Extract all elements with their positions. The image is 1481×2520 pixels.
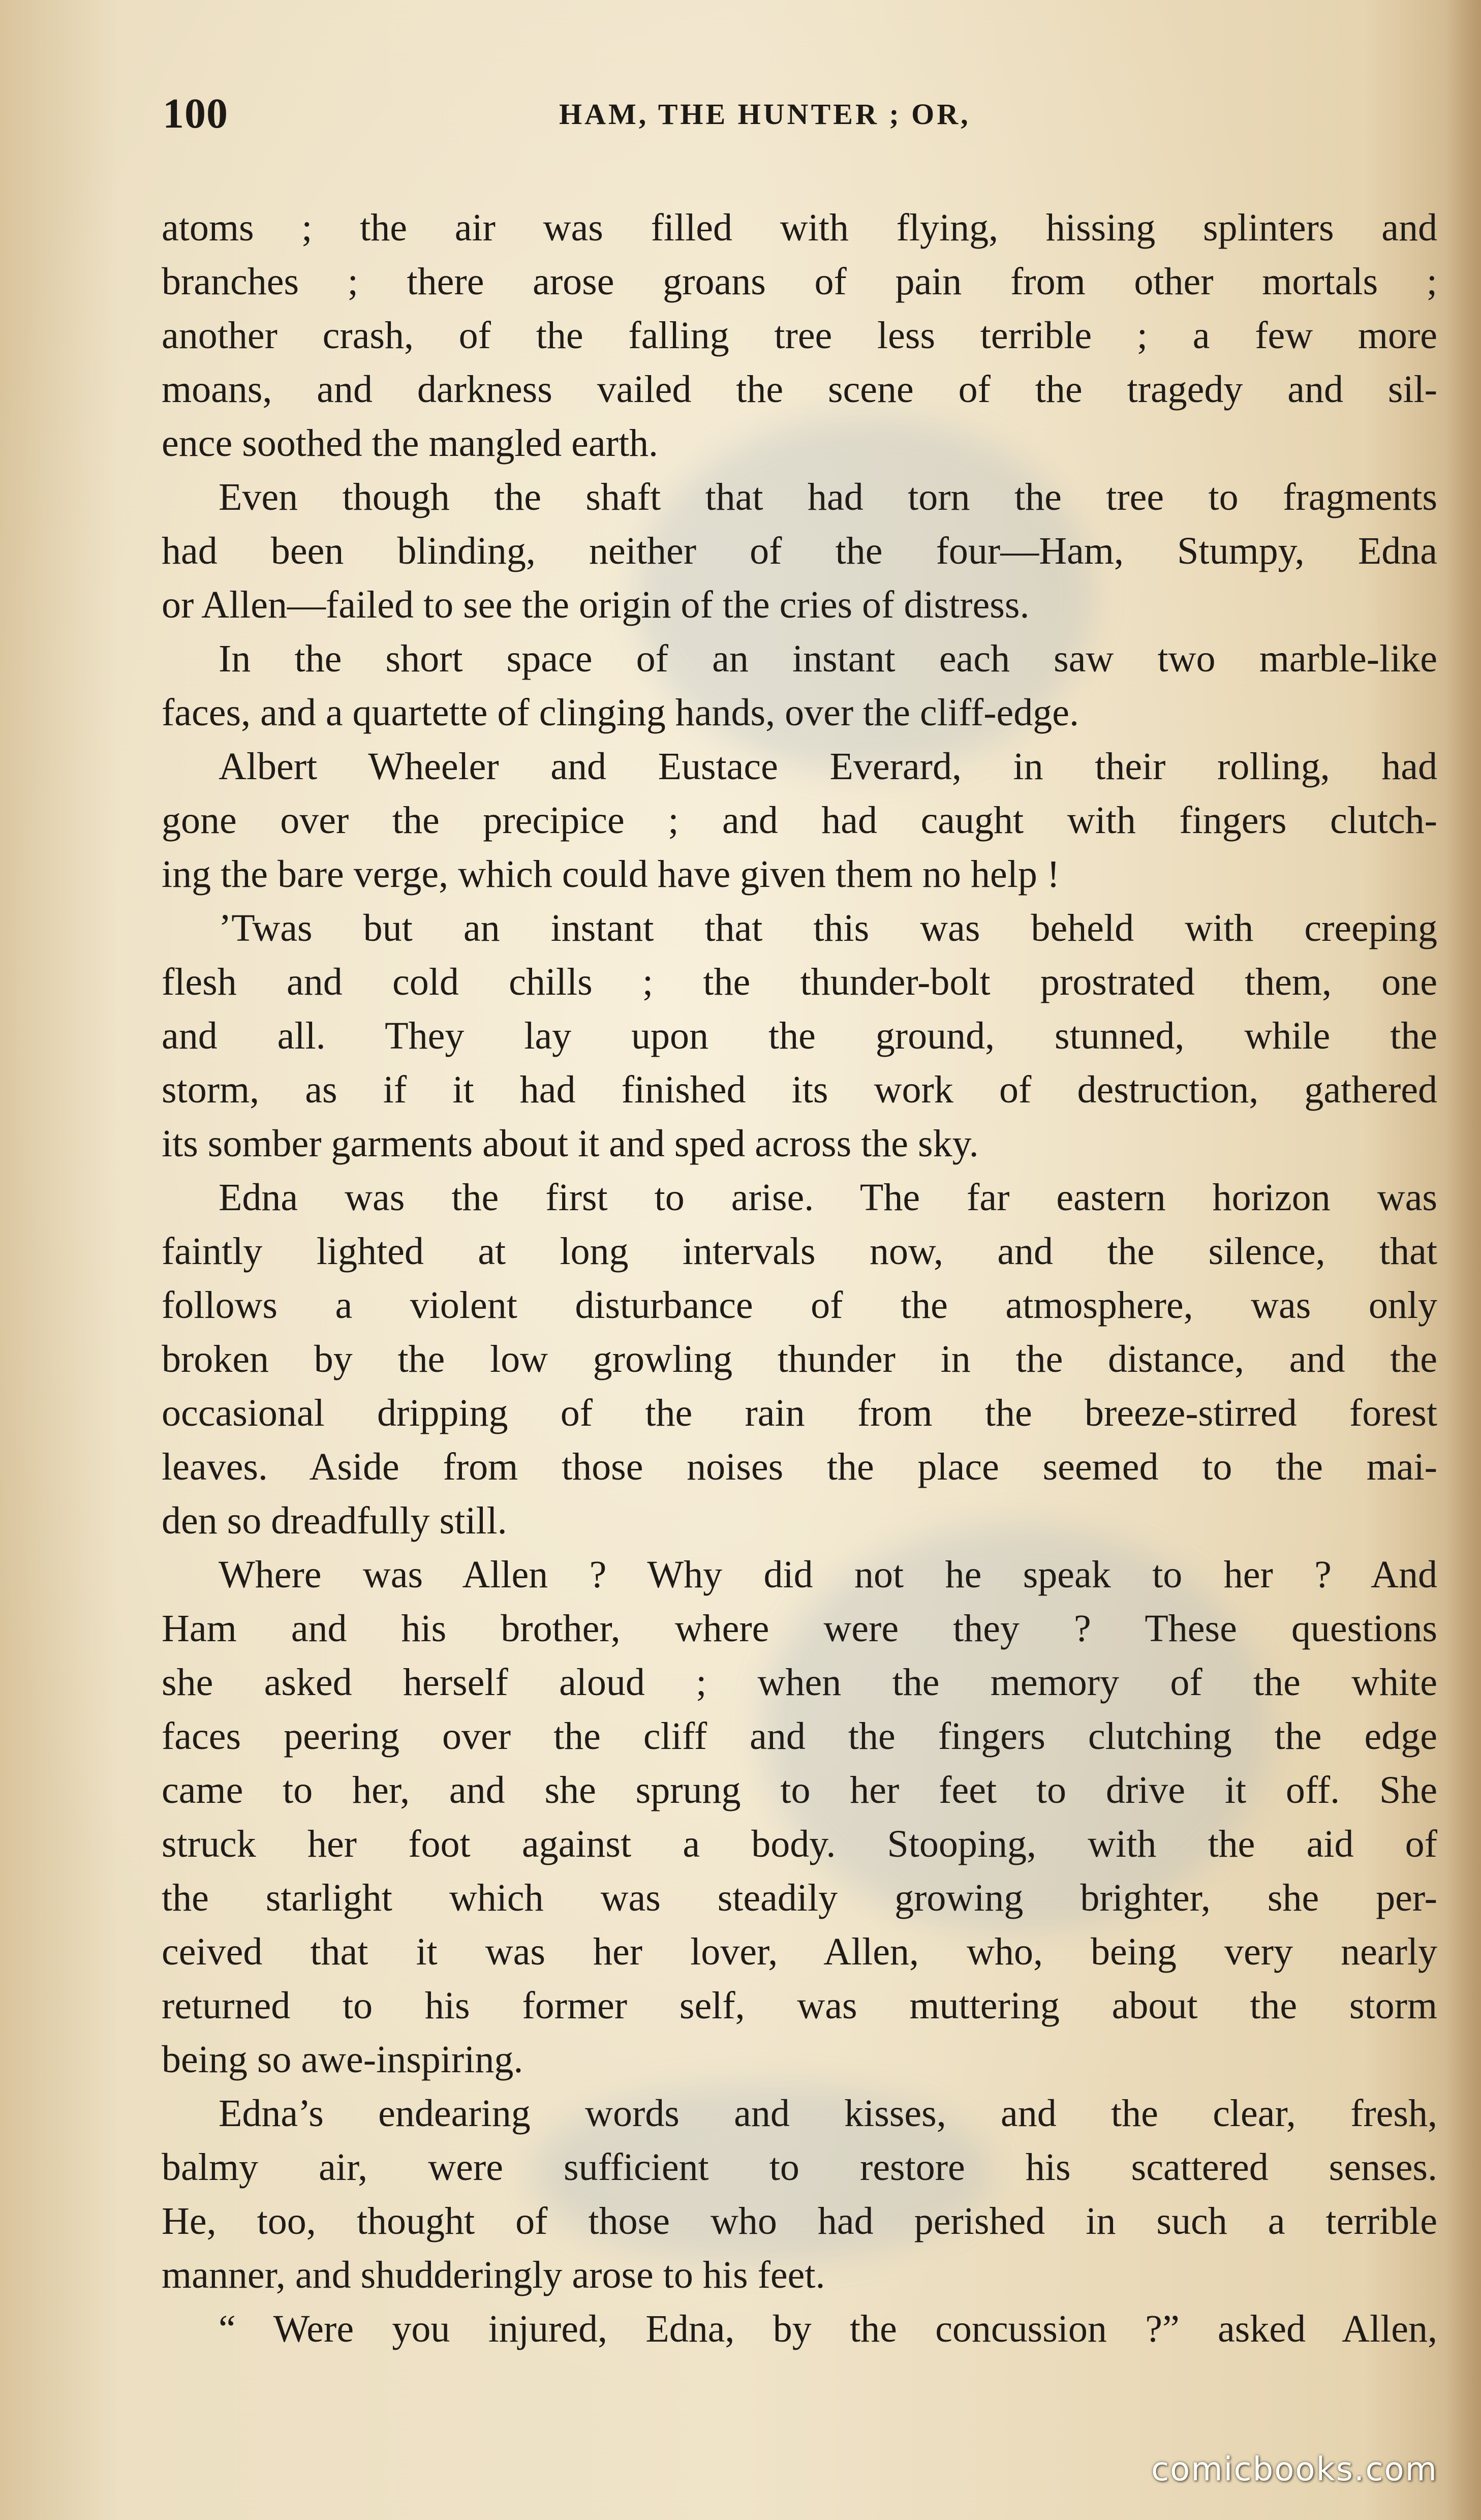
text-line: storm, as if it had finished its work of destruction, gathered — [162, 1068, 1437, 1111]
text-line: had been blinding, neither of the four—Ham, Stumpy, Edna — [162, 530, 1437, 572]
text-line: Ham and his brother, where were they ? These questions — [162, 1607, 1437, 1650]
text-line: faces peering over the cliff and the fingers clutching the edge — [162, 1715, 1437, 1758]
text-line: returned to his former self, was muttering about the storm — [162, 1984, 1437, 2027]
text-line: den so dreadfully still. — [162, 1499, 507, 1542]
text-line: ceived that it was her lover, Allen, who, being very nearly — [162, 1930, 1437, 1973]
page-edge-shadow — [1445, 0, 1481, 2520]
text-line: ing the bare verge, which could have given them no help ! — [162, 853, 1060, 896]
text-line: “ Were you injured, Edna, by the concussion ?” asked Allen, — [219, 2308, 1437, 2350]
text-line: atoms ; the air was filled with flying, hissing splinters and — [162, 206, 1437, 249]
text-line: flesh and cold chills ; the thunder-bolt prostrated them, one — [162, 961, 1437, 1003]
text-line: follows a violent disturbance of the atmosphere, was only — [162, 1284, 1437, 1327]
text-line: ’Twas but an instant that this was beheld with creeping — [219, 907, 1437, 949]
text-line: gone over the precipice ; and had caught with fingers clutch- — [162, 799, 1437, 842]
text-line: Albert Wheeler and Eustace Everard, in their rolling, had — [219, 745, 1437, 788]
text-line: another crash, of the falling tree less terrible ; a few more — [162, 314, 1437, 357]
text-line: and all. They lay upon the ground, stunned, while the — [162, 1015, 1437, 1057]
text-line: came to her, and she sprung to her feet to drive it off. She — [162, 1769, 1437, 1811]
text-line: leaves. Aside from those noises the place seemed to the mai- — [162, 1446, 1437, 1488]
text-line: faces, and a quartette of clinging hands, over the cliff-edge. — [162, 691, 1079, 734]
text-line: occasional dripping of the rain from the breeze-stirred forest — [162, 1392, 1437, 1434]
text-line: manner, and shudderingly arose to his feet. — [162, 2254, 825, 2296]
text-line: broken by the low growling thunder in the distance, and the — [162, 1338, 1437, 1380]
text-line: Edna was the first to arise. The far eastern horizon was — [219, 1176, 1437, 1219]
text-line: Edna’s endearing words and kisses, and the clear, fresh, — [219, 2092, 1437, 2135]
watermark: comicbooks.com — [1151, 2451, 1438, 2488]
text-line: the starlight which was steadily growing brighter, she per- — [162, 1877, 1437, 1919]
text-line: branches ; there arose groans of pain from other mortals ; — [162, 260, 1437, 303]
text-line: she asked herself aloud ; when the memory of the white — [162, 1661, 1437, 1704]
body-text — [162, 201, 1437, 2356]
page-number: 100 — [163, 90, 228, 137]
text-line: moans, and darkness vailed the scene of the tragedy and sil- — [162, 368, 1437, 411]
text-line: He, too, thought of those who had perished in such a terrible — [162, 2200, 1437, 2242]
text-line: being so awe-inspiring. — [162, 2038, 523, 2081]
text-line: In the short space of an instant each saw two marble-like — [219, 637, 1437, 680]
running-head: HAM, THE HUNTER ; OR, — [559, 98, 971, 131]
text-line: its somber garments about it and sped across the sky. — [162, 1122, 979, 1165]
text-line: Where was Allen ? Why did not he speak to her ? And — [219, 1553, 1437, 1596]
text-line: Even though the shaft that had torn the tree to fragments — [219, 476, 1437, 518]
text-line: balmy air, were sufficient to restore his scattered senses. — [162, 2146, 1437, 2189]
text-line: struck her foot against a body. Stooping, with the aid of — [162, 1823, 1437, 1865]
text-line: faintly lighted at long intervals now, and the silence, that — [162, 1230, 1437, 1273]
text-line: or Allen—failed to see the origin of the cries of distress. — [162, 583, 1030, 626]
text-line: ence soothed the mangled earth. — [162, 422, 659, 465]
page-header — [163, 89, 1433, 145]
